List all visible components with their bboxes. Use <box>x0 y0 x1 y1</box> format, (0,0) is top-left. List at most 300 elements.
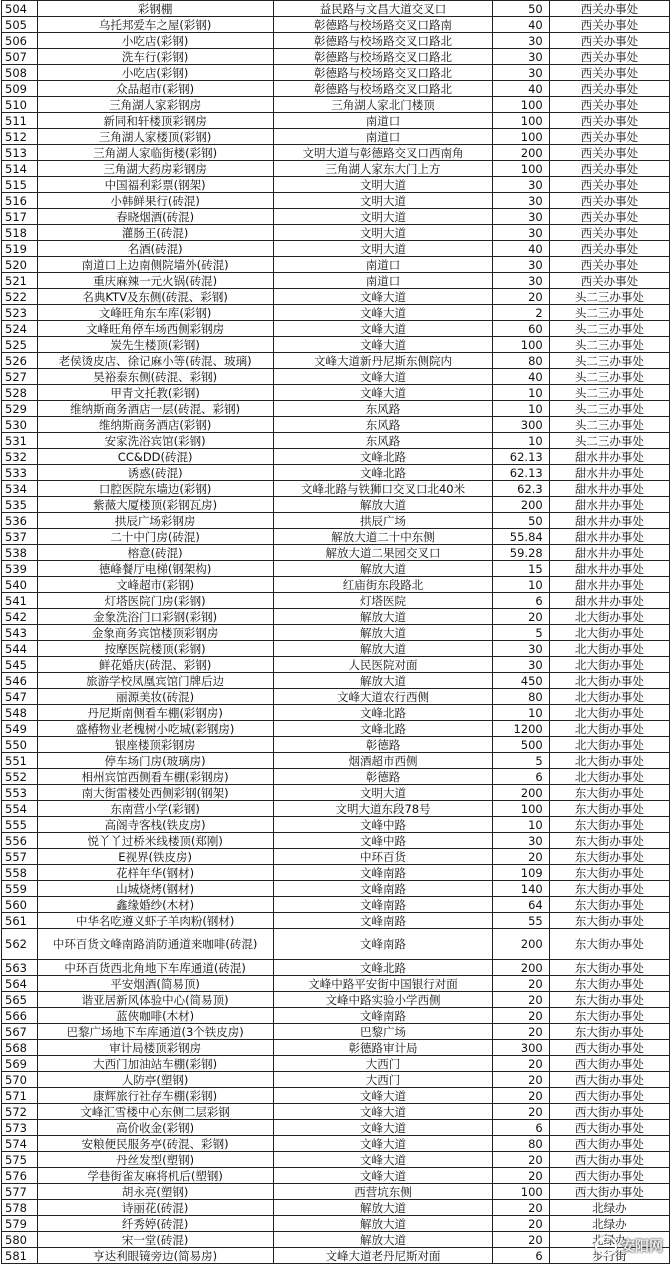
row-number-cell: 566 <box>2 1008 38 1024</box>
row-number-cell: 509 <box>2 81 38 97</box>
structure-name-cell: 南大街雷楼处西侧彩钢(钢架) <box>37 785 273 801</box>
table-row <box>2 1136 670 1152</box>
structure-name-cell: 康辉旅行社存车棚(彩钢) <box>37 1088 273 1104</box>
area-cell: 30 <box>493 49 549 65</box>
table-row <box>2 1216 670 1232</box>
office-cell: 北大街办事处 <box>549 609 669 625</box>
location-cell: 大西门 <box>273 1072 493 1088</box>
row-number-cell: 533 <box>2 465 38 481</box>
location-cell: 三角湖人家北门楼顶 <box>273 97 493 113</box>
structure-name-cell: 鲜花婚庆(砖混、彩钢) <box>37 657 273 673</box>
location-cell: 灯塔医院 <box>273 593 493 609</box>
location-cell: 文峰大道 <box>273 1168 493 1184</box>
area-cell: 2 <box>493 305 549 321</box>
row-number-cell: 525 <box>2 337 38 353</box>
row-number-cell: 559 <box>2 881 38 897</box>
office-cell: 西关办事处 <box>549 129 669 145</box>
office-cell: 西关办事处 <box>549 257 669 273</box>
row-number-cell: 523 <box>2 305 38 321</box>
table-row <box>2 1152 670 1168</box>
table-row <box>2 81 670 97</box>
structure-name-cell: 丽源美妆(砖混) <box>37 689 273 705</box>
location-cell: 文峰中路 <box>273 817 493 833</box>
location-cell: 彰德路与校场路交叉口路北 <box>273 33 493 49</box>
row-number-cell: 540 <box>2 577 38 593</box>
office-cell: 头二三办事处 <box>549 433 669 449</box>
row-number-cell: 563 <box>2 960 38 976</box>
structure-name-cell: 三角湖人家楼顶(彩钢) <box>37 129 273 145</box>
location-cell: 文峰大道农行西侧 <box>273 689 493 705</box>
structure-name-cell: 重庆麻辣一元火锅(砖混) <box>37 273 273 289</box>
area-cell: 1200 <box>493 721 549 737</box>
structure-name-cell: 丹丝发型(塑钢) <box>37 1152 273 1168</box>
area-cell: 30 <box>493 257 549 273</box>
structure-name-cell: 灌肠王(砖混) <box>37 225 273 241</box>
structure-name-cell: 南道口上边南侧院墙外(砖混) <box>37 257 273 273</box>
table-row <box>2 465 670 481</box>
office-cell: 头二三办事处 <box>549 369 669 385</box>
location-cell: 文峰中路 <box>273 833 493 849</box>
office-cell: 甜水井办事处 <box>549 593 669 609</box>
row-number-cell: 508 <box>2 65 38 81</box>
structure-name-cell: 丹尼斯南侧看车棚(彩钢房) <box>37 705 273 721</box>
table-row <box>2 177 670 193</box>
row-number-cell: 554 <box>2 801 38 817</box>
location-cell: 文峰北路 <box>273 705 493 721</box>
office-cell: 西大街办事处 <box>549 1120 669 1136</box>
structure-name-cell: 花样年华(钢材) <box>37 865 273 881</box>
table-row <box>2 321 670 337</box>
table-row <box>2 97 670 113</box>
location-cell: 三角湖人家东大门上方 <box>273 161 493 177</box>
structure-name-cell: 三角湖人家彩钢房 <box>37 97 273 113</box>
structure-name-cell: 榕意(砖混) <box>37 545 273 561</box>
area-cell: 20 <box>493 1024 549 1040</box>
area-cell: 50 <box>493 513 549 529</box>
row-number-cell: 567 <box>2 1024 38 1040</box>
row-number-cell: 538 <box>2 545 38 561</box>
table-row <box>2 529 670 545</box>
row-number-cell: 570 <box>2 1072 38 1088</box>
location-cell: 文峰大道 <box>273 1088 493 1104</box>
structure-name-cell: 二十中门房(砖混) <box>37 529 273 545</box>
office-cell: 头二三办事处 <box>549 305 669 321</box>
row-number-cell: 571 <box>2 1088 38 1104</box>
table-row <box>2 305 670 321</box>
table-row <box>2 1088 670 1104</box>
wechat-icon <box>595 1236 617 1256</box>
table-row <box>2 897 670 913</box>
area-cell: 20 <box>493 849 549 865</box>
location-cell: 彰德路 <box>273 737 493 753</box>
office-cell: 北绿办 <box>549 1216 669 1232</box>
row-number-cell: 545 <box>2 657 38 673</box>
location-cell: 解放大道 <box>273 497 493 513</box>
row-number-cell: 541 <box>2 593 38 609</box>
table-row <box>2 1 670 17</box>
row-number-cell: 507 <box>2 49 38 65</box>
area-cell: 20 <box>493 1200 549 1216</box>
table-row <box>2 497 670 513</box>
row-number-cell: 522 <box>2 289 38 305</box>
area-cell: 100 <box>493 801 549 817</box>
structure-name-cell: 中环百货文峰南路消防通道来咖啡(砖混) <box>37 929 273 960</box>
office-cell: 东大街办事处 <box>549 785 669 801</box>
area-cell: 20 <box>493 289 549 305</box>
area-cell: 30 <box>493 209 549 225</box>
table-row <box>2 273 670 289</box>
row-number-cell: 528 <box>2 385 38 401</box>
area-cell: 6 <box>493 1248 549 1264</box>
location-cell: 文峰大道 <box>273 1136 493 1152</box>
table-row <box>2 513 670 529</box>
table-row <box>2 1168 670 1184</box>
office-cell: 西关办事处 <box>549 97 669 113</box>
row-number-cell: 532 <box>2 449 38 465</box>
area-cell: 60 <box>493 321 549 337</box>
area-cell: 200 <box>493 929 549 960</box>
table-row <box>2 881 670 897</box>
office-cell: 头二三办事处 <box>549 289 669 305</box>
location-cell: 南道口 <box>273 113 493 129</box>
area-cell: 100 <box>493 337 549 353</box>
table-row <box>2 929 670 960</box>
area-cell: 6 <box>493 769 549 785</box>
area-cell: 55 <box>493 913 549 929</box>
location-cell: 南道口 <box>273 257 493 273</box>
area-cell: 40 <box>493 369 549 385</box>
office-cell: 东大街办事处 <box>549 881 669 897</box>
office-cell: 北大街办事处 <box>549 625 669 641</box>
location-cell: 红庙街东段路北 <box>273 577 493 593</box>
location-cell: 文峰北路 <box>273 449 493 465</box>
watermark <box>595 1236 663 1256</box>
table-row <box>2 721 670 737</box>
location-cell: 文明大道 <box>273 785 493 801</box>
structure-name-cell: 金象洗浴门口彩钢(彩钢) <box>37 609 273 625</box>
structure-name-cell: 蓝俠咖啡(木材) <box>37 1008 273 1024</box>
row-number-cell: 512 <box>2 129 38 145</box>
structure-name-cell: CC&DD(砖混) <box>37 449 273 465</box>
structure-name-cell: 盛椿物业老槐树小吃城(彩钢房) <box>37 721 273 737</box>
area-cell: 20 <box>493 1168 549 1184</box>
location-cell: 彰德路与校场路交叉口路南 <box>273 17 493 33</box>
area-cell: 200 <box>493 145 549 161</box>
office-cell: 西关办事处 <box>549 225 669 241</box>
structure-name-cell: E视界(铁皮房) <box>37 849 273 865</box>
area-cell: 20 <box>493 609 549 625</box>
table-row <box>2 145 670 161</box>
table-row <box>2 33 670 49</box>
area-cell: 20 <box>493 1072 549 1088</box>
structure-name-cell: 口腔医院东墙边(彩钢) <box>37 481 273 497</box>
structure-name-cell: 灯塔医院门房(彩钢) <box>37 593 273 609</box>
location-cell: 文峰大道 <box>273 337 493 353</box>
structure-name-cell: 小韩鲜果行(砖混) <box>37 193 273 209</box>
area-cell: 200 <box>493 960 549 976</box>
table-row <box>2 657 670 673</box>
location-cell: 文峰中路平安街中国银行对面 <box>273 976 493 992</box>
office-cell: 甜水井办事处 <box>549 561 669 577</box>
area-cell: 50 <box>493 1 549 17</box>
table-row <box>2 193 670 209</box>
office-cell: 头二三办事处 <box>549 321 669 337</box>
row-number-cell: 536 <box>2 513 38 529</box>
table-row <box>2 785 670 801</box>
structure-name-cell: 人防亭(塑钢) <box>37 1072 273 1088</box>
office-cell: 西大街办事处 <box>549 1056 669 1072</box>
area-cell: 140 <box>493 881 549 897</box>
table-row <box>2 1248 670 1264</box>
table-row <box>2 577 670 593</box>
location-cell: 解放大道 <box>273 673 493 689</box>
location-cell: 文明大道与彰德路交叉口西南角 <box>273 145 493 161</box>
office-cell: 西关办事处 <box>549 17 669 33</box>
row-number-cell: 558 <box>2 865 38 881</box>
table-row <box>2 449 670 465</box>
table-row <box>2 609 670 625</box>
location-cell: 文峰大道 <box>273 385 493 401</box>
area-cell: 80 <box>493 689 549 705</box>
structure-name-cell: 旅游学校凤凰宾馆门牌后边 <box>37 673 273 689</box>
location-cell: 文峰南路 <box>273 913 493 929</box>
area-cell: 30 <box>493 641 549 657</box>
office-cell: 西大街办事处 <box>549 1184 669 1200</box>
area-cell: 100 <box>493 113 549 129</box>
office-cell: 西关办事处 <box>549 177 669 193</box>
table-row <box>2 913 670 929</box>
row-number-cell: 577 <box>2 1184 38 1200</box>
row-number-cell: 553 <box>2 785 38 801</box>
office-cell: 西关办事处 <box>549 33 669 49</box>
area-cell: 10 <box>493 401 549 417</box>
area-cell: 6 <box>493 1120 549 1136</box>
row-number-cell: 555 <box>2 817 38 833</box>
structure-name-cell: 乌托邦爱车之屋(彩钢) <box>37 17 273 33</box>
row-number-cell: 544 <box>2 641 38 657</box>
location-cell: 解放大道 <box>273 641 493 657</box>
structure-name-cell: 彩钢棚 <box>37 1 273 17</box>
area-cell: 20 <box>493 1232 549 1248</box>
area-cell: 20 <box>493 1056 549 1072</box>
location-cell: 文明大道 <box>273 193 493 209</box>
row-number-cell: 580 <box>2 1232 38 1248</box>
structure-name-cell: 安家洗浴宾馆(彩钢) <box>37 433 273 449</box>
location-cell: 东风路 <box>273 417 493 433</box>
table-row <box>2 353 670 369</box>
office-cell: 头二三办事处 <box>549 417 669 433</box>
area-cell: 500 <box>493 737 549 753</box>
table-row <box>2 625 670 641</box>
row-number-cell: 581 <box>2 1248 38 1264</box>
office-cell: 东大街办事处 <box>549 865 669 881</box>
table-row <box>2 976 670 992</box>
office-cell: 北大街办事处 <box>549 689 669 705</box>
area-cell: 40 <box>493 81 549 97</box>
location-cell: 人民医院对面 <box>273 657 493 673</box>
office-cell: 西大街办事处 <box>549 1040 669 1056</box>
row-number-cell: 560 <box>2 897 38 913</box>
structure-name-cell: 春晓烟酒(砖混) <box>37 209 273 225</box>
table-row <box>2 992 670 1008</box>
row-number-cell: 549 <box>2 721 38 737</box>
structure-name-cell: 谐亚居新风体验中心(简易顶) <box>37 992 273 1008</box>
table-row <box>2 769 670 785</box>
structure-name-cell: 停车场门房(玻璃房) <box>37 753 273 769</box>
location-cell: 文明大道 <box>273 241 493 257</box>
structure-name-cell: 安粮便民服务亭(砖混、彩钢) <box>37 1136 273 1152</box>
row-number-cell: 579 <box>2 1216 38 1232</box>
row-number-cell: 552 <box>2 769 38 785</box>
table-row <box>2 209 670 225</box>
office-cell: 北大街办事处 <box>549 769 669 785</box>
office-cell: 甜水井办事处 <box>549 545 669 561</box>
location-cell: 解放大道 <box>273 561 493 577</box>
row-number-cell: 568 <box>2 1040 38 1056</box>
location-cell: 文峰南路 <box>273 881 493 897</box>
location-cell: 南道口 <box>273 129 493 145</box>
office-cell: 东大街办事处 <box>549 913 669 929</box>
row-number-cell: 516 <box>2 193 38 209</box>
office-cell: 北大街办事处 <box>549 737 669 753</box>
location-cell: 解放大道 <box>273 625 493 641</box>
area-cell: 30 <box>493 225 549 241</box>
table-row <box>2 65 670 81</box>
area-cell: 30 <box>493 273 549 289</box>
structure-name-cell: 诱惑(砖混) <box>37 465 273 481</box>
area-cell: 10 <box>493 705 549 721</box>
location-cell: 文峰北路与铁狮口交叉口北40米 <box>273 481 493 497</box>
area-cell: 200 <box>493 785 549 801</box>
row-number-cell: 539 <box>2 561 38 577</box>
table-row <box>2 113 670 129</box>
row-number-cell: 519 <box>2 241 38 257</box>
office-cell: 西关办事处 <box>549 241 669 257</box>
row-number-cell: 520 <box>2 257 38 273</box>
row-number-cell: 514 <box>2 161 38 177</box>
table-row <box>2 241 670 257</box>
area-cell: 300 <box>493 417 549 433</box>
location-cell: 文峰大道 <box>273 1152 493 1168</box>
area-cell: 30 <box>493 65 549 81</box>
location-cell: 彰德路与校场路交叉口路北 <box>273 81 493 97</box>
area-cell: 20 <box>493 1008 549 1024</box>
row-number-cell: 534 <box>2 481 38 497</box>
location-cell: 文峰大道 <box>273 321 493 337</box>
structure-name-cell: 炭先生楼顶(彩钢) <box>37 337 273 353</box>
structure-name-cell: 文峰旺角停车场西侧彩钢房 <box>37 321 273 337</box>
area-cell: 62.3 <box>493 481 549 497</box>
office-cell: 北大街办事处 <box>549 657 669 673</box>
table-row <box>2 960 670 976</box>
area-cell: 100 <box>493 129 549 145</box>
structure-name-cell: 亨达利眼镜旁边(简易房) <box>37 1248 273 1264</box>
table-row <box>2 1024 670 1040</box>
structure-name-cell: 山城烧烤(钢材) <box>37 881 273 897</box>
structure-name-cell: 昊裕泰东侧(砖混、彩钢) <box>37 369 273 385</box>
structure-name-cell: 高阁寺客栈(铁皮房) <box>37 817 273 833</box>
area-cell: 80 <box>493 353 549 369</box>
area-cell: 10 <box>493 433 549 449</box>
row-number-cell: 506 <box>2 33 38 49</box>
office-cell: 北大街办事处 <box>549 705 669 721</box>
row-number-cell: 518 <box>2 225 38 241</box>
table-row <box>2 337 670 353</box>
location-cell: 彰德路审计局 <box>273 1040 493 1056</box>
office-cell: 甜水井办事处 <box>549 465 669 481</box>
structure-name-cell: 平安烟酒(简易顶) <box>37 976 273 992</box>
area-cell: 30 <box>493 177 549 193</box>
table-row <box>2 801 670 817</box>
structure-name-cell: 高价收金(彩钢) <box>37 1120 273 1136</box>
structure-name-cell: 洗车行(彩钢) <box>37 49 273 65</box>
row-number-cell: 529 <box>2 401 38 417</box>
table-row <box>2 689 670 705</box>
row-number-cell: 531 <box>2 433 38 449</box>
location-cell: 彰德路与校场路交叉口路北 <box>273 49 493 65</box>
row-number-cell: 535 <box>2 497 38 513</box>
structure-name-cell: 大西门加油站车棚(彩钢) <box>37 1056 273 1072</box>
office-cell: 西大街办事处 <box>549 1088 669 1104</box>
row-number-cell: 573 <box>2 1120 38 1136</box>
structure-name-cell: 中国福利彩票(钢架) <box>37 177 273 193</box>
office-cell: 北大街办事处 <box>549 673 669 689</box>
office-cell: 头二三办事处 <box>549 353 669 369</box>
office-cell: 西大街办事处 <box>549 1104 669 1120</box>
table-row <box>2 849 670 865</box>
location-cell: 解放大道二十中东侧 <box>273 529 493 545</box>
structure-name-cell: 维纳斯商务酒店一层(砖混、彩钢) <box>37 401 273 417</box>
structure-name-cell: 文峰汇雪楼中心东侧二层彩钢 <box>37 1104 273 1120</box>
table-row <box>2 225 670 241</box>
structure-name-cell: 银座楼顶彩钢房 <box>37 737 273 753</box>
area-cell: 10 <box>493 817 549 833</box>
row-number-cell: 548 <box>2 705 38 721</box>
row-number-cell: 551 <box>2 753 38 769</box>
office-cell: 西大街办事处 <box>549 1152 669 1168</box>
office-cell: 甜水井办事处 <box>549 481 669 497</box>
table-row <box>2 1120 670 1136</box>
table-row <box>2 593 670 609</box>
table-row <box>2 369 670 385</box>
structure-name-cell: 小吃店(彩钢) <box>37 65 273 81</box>
location-cell: 解放大道 <box>273 1200 493 1216</box>
location-cell: 文峰大道 <box>273 1120 493 1136</box>
location-cell: 文峰大道 <box>273 1104 493 1120</box>
row-number-cell: 547 <box>2 689 38 705</box>
area-cell: 20 <box>493 976 549 992</box>
structure-name-cell: 小吃店(彩钢) <box>37 33 273 49</box>
table-row <box>2 49 670 65</box>
office-cell: 西关办事处 <box>549 65 669 81</box>
office-cell: 东大街办事处 <box>549 801 669 817</box>
area-cell: 15 <box>493 561 549 577</box>
table-body <box>2 1 670 1264</box>
office-cell: 甜水井办事处 <box>549 449 669 465</box>
table-row <box>2 1072 670 1088</box>
row-number-cell: 513 <box>2 145 38 161</box>
row-number-cell: 517 <box>2 209 38 225</box>
location-cell: 文明大道 <box>273 209 493 225</box>
row-number-cell: 572 <box>2 1104 38 1120</box>
office-cell: 北大街办事处 <box>549 721 669 737</box>
structure-name-cell: 维纳斯商务酒店(彩钢) <box>37 417 273 433</box>
area-cell: 62.13 <box>493 465 549 481</box>
structure-name-cell: 名酒(砖混) <box>37 241 273 257</box>
location-cell: 大西门 <box>273 1056 493 1072</box>
table-row <box>2 1184 670 1200</box>
table-row <box>2 1040 670 1056</box>
